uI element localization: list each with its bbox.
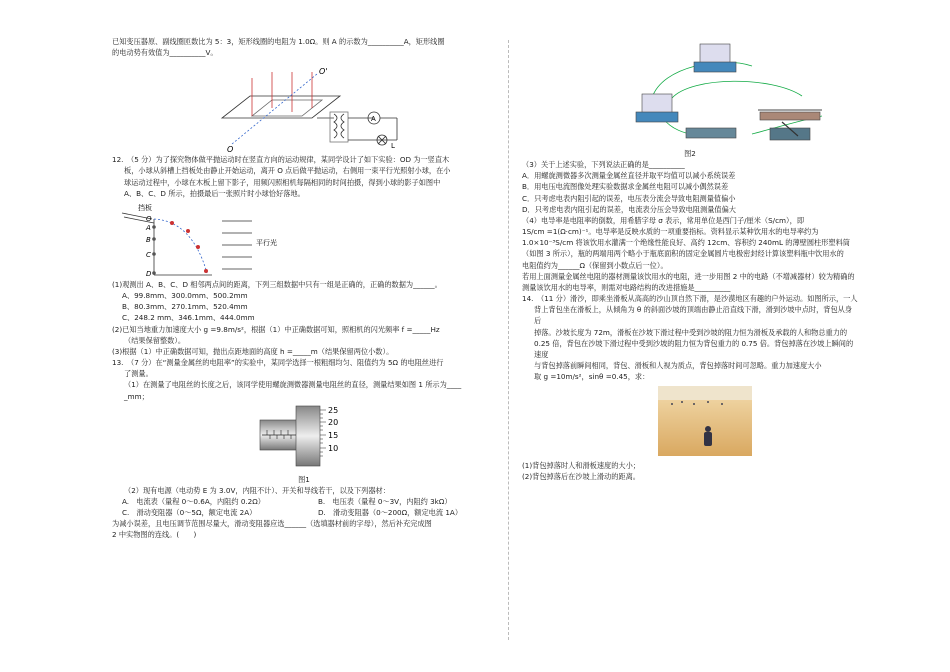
q13-options-row-2	[112, 507, 496, 518]
sand-slide-image	[522, 382, 858, 460]
label-O: O	[227, 145, 234, 155]
q13-part2c: 2 中实物图的连线。( )	[112, 530, 197, 540]
intro-line-1: 已知变压器原、副线圈匝数比为 5：3，矩形线圈的电阻为 1.0Ω。则 A 的示数为__________A，矩形线圈	[112, 37, 445, 46]
intro-line-2: 的电动势有效值为__________V。	[112, 48, 218, 58]
q14-line-3: 掉落。沙坡长度为 72m，滑板在沙坡下滑过程中受到沙坡的阻力恒为滑板及承载的人和物总重力的	[534, 327, 848, 337]
q13-part4-line-4: （如图 3 所示），瓶的两端用两个略小于瓶底面积的固定金属圆片电极密封经计算该塑料瓶中饮用水的	[522, 249, 844, 259]
q13-part3-option-c: C．只考虑电表内阻引起的误差，电压表分流会导致电阻测量值偏小	[522, 193, 736, 203]
q13-part3: （3）关于上述实验，下列说法正确的是__________	[522, 160, 685, 170]
column-divider	[508, 40, 509, 640]
q12-part3: (3)根据（1）中正确数据可知，抛出点距地面的高度 h =_____m（结果保留两位小数）。	[112, 346, 394, 356]
q13-option-d: D. 滑动变阻器（0～200Ω，额定电流 1A）	[318, 508, 463, 518]
label-parallel-light: 平行光	[256, 238, 277, 247]
label-lamp: L	[391, 142, 395, 151]
q12-option-c: C、248.2 mm、346.1mm、444.0mm	[122, 313, 255, 323]
circuit-diagram	[522, 36, 858, 148]
label-point-O: O	[146, 214, 152, 223]
q12-option-b: B、80.3mm、270.1mm、520.4mm	[122, 302, 248, 312]
figure-2-caption: 图2	[684, 149, 696, 158]
q14-line-2: 背上背包坐在滑板上，从倾角为 θ 的斜面沙坡的顶端由静止沿直线下滑，滑到沙坡中点时，背包从身后	[534, 305, 853, 326]
q13-part1b: _mm；	[124, 391, 149, 401]
q13-option-a: A. 电流表（量程 0～0.6A，内阻约 0.2Ω）	[122, 496, 265, 506]
label-ammeter: A	[371, 115, 376, 124]
q13-part2: （2）现有电源（电动势 E 为 3.0V，内阻不计）、开关和导线若干，以及下列器材：	[124, 485, 390, 495]
circuit-figure	[522, 36, 858, 148]
label-baffle: 挡板	[138, 203, 152, 212]
q13-part4-line-1: （4）电导率是电阻率的倒数，用希腊字母 σ 表示，常用单位是西门子/厘米（S/cm），即	[522, 215, 805, 225]
q13-part3-option-b: B．用电压电流图像处理实验数据求金属丝电阻可以减小偶然误差	[522, 182, 729, 192]
q13-part4-line-7: 测量该饮用水的电导率，则需对电路结构的改进措施是__________	[522, 282, 731, 292]
q12-line-4: A、B、C、D 所示，拍摄最后一张照片时小球恰好落地。	[124, 188, 305, 198]
projectile-diagram	[112, 199, 496, 279]
label-point-D: D	[146, 269, 152, 278]
micrometer-tick-20: 20	[328, 417, 339, 427]
q14-part1: (1)背包掉落时人和滑板速度的大小；	[522, 461, 640, 471]
projectile-figure	[112, 199, 496, 279]
micrometer-tick-10: 10	[328, 443, 339, 453]
q13-part4-line-3: 1.0×10⁻³S/cm 将该饮用水灌满一个绝缘性能良好、高约 12cm、容积约 240mL 的薄壁圆柱形塑料筒	[522, 238, 850, 248]
q12-part1: (1)观测出 A、B、C、D 相邻两点间的距离，下列三组数据中只有一组是正确的，正确的数据为______。	[112, 279, 442, 289]
micrometer-figure	[112, 402, 496, 474]
right-column	[522, 36, 858, 483]
q12-option-a: A、99.8mm、300.0mm、500.2mm	[122, 291, 248, 301]
label-point-B: B	[146, 235, 151, 244]
q13-option-b: B. 电压表（量程 0～3V，内阻约 3kΩ）	[318, 496, 452, 506]
q13-part4-line-2: 1S/cm =1(Ω·cm)⁻¹。电导率是反映水质的一项重要指标。资料显示某种饮用水的电导率约为	[522, 227, 819, 237]
q14-line-1: 14. （11 分）滑沙，即乘坐滑板从高高的沙山顶自然下滑，是沙漠地区有趣的户外运动。如图所示，一人	[522, 294, 858, 304]
q14-part2: (2)背包掉落后在沙坡上滑动的距离。	[522, 472, 640, 482]
q12-line-2: 板，小球从斜槽上挡板处由静止开始运动，离开 O 点后做平抛运动，右侧用一束平行光照射小球，在小	[124, 166, 451, 176]
q13-part3-option-a: A．用螺旋测微器多次测量金属丝直径并取平均值可以减小系统误差	[522, 171, 736, 181]
micrometer-tick-25: 25	[328, 405, 339, 415]
label-point-C: C	[146, 250, 151, 259]
q13-part4-line-5: 电阻值约为______Ω（保留到小数点后一位）。	[522, 260, 668, 270]
q12-part2b: （结果保留整数）。	[124, 335, 186, 345]
q12-line-3: 球运动过程中，小球在木板上留下影子，用频闪照相机每隔相同的时间拍摄，得到小球的影子如图中	[124, 177, 441, 187]
label-O-prime: O'	[319, 67, 328, 77]
micrometer-tick-15: 15	[328, 430, 339, 440]
generator-figure	[112, 58, 496, 154]
micrometer-diagram	[112, 402, 496, 474]
label-point-A: A	[146, 223, 151, 232]
generator-diagram	[112, 58, 496, 154]
q13-part1: （1）在测量了电阻丝的长度之后，该同学使用螺旋测微器测量电阻丝的直径，测量结果如图 1 所示为____	[124, 380, 462, 390]
q13-line-1: 13. （7 分）在“测量金属丝的电阻率”的实验中，某同学选择一根粗细均匀、阻值约为 5Ω 的电阻丝进行	[112, 358, 444, 368]
q13-options-row-1	[112, 496, 496, 507]
q13-line-2: 了测量。	[124, 369, 153, 379]
figure-1-caption: 图1	[298, 474, 310, 484]
q14-line-5: 与背包掉落前瞬间相同，背包、滑板和人视为质点，背包掉落时间可忽略。重力加速度大小	[534, 360, 822, 370]
q13-part2b: 为减小误差，且电压调节范围尽量大，滑动变阻器应选______（选填器材前的字母），然后补充完成图	[112, 519, 432, 529]
q14-line-6: 取 g =10m/s²，sinθ =0.45，求：	[534, 372, 650, 382]
q12-line-1: 12. （5 分）为了探究物体做平抛运动时在竖直方向的运动规律，某同学设计了如下实验：OD 为一竖直木	[112, 155, 450, 165]
q12-part2: (2)已知当地重力加速度大小 g =9.8m/s²，根据（1）中正确数据可知，照相机的闪光频率 f =_____Hz	[112, 324, 440, 334]
q13-option-c: C. 滑动变阻器（0～5Ω，额定电流 2A）	[122, 508, 257, 518]
q13-part4-line-6: 若用上面测量金属丝电阻的器材测量该饮用水的电阻，进一步用图 2 中的电路（不增减器材）较为精确的	[522, 271, 855, 281]
q14-line-4: 0.25 倍，背包在沙坡下滑过程中受到沙坡的阻力恒为背包重力的 0.75 倍。背包掉落在沙坡上瞬间的速度	[534, 338, 854, 359]
left-column	[112, 36, 496, 541]
sand-slide-photo	[522, 382, 858, 460]
q13-part3-option-d: D．只考虑电表内阻引起的误差，电流表分压会导致电阻测量值偏大	[522, 204, 736, 214]
